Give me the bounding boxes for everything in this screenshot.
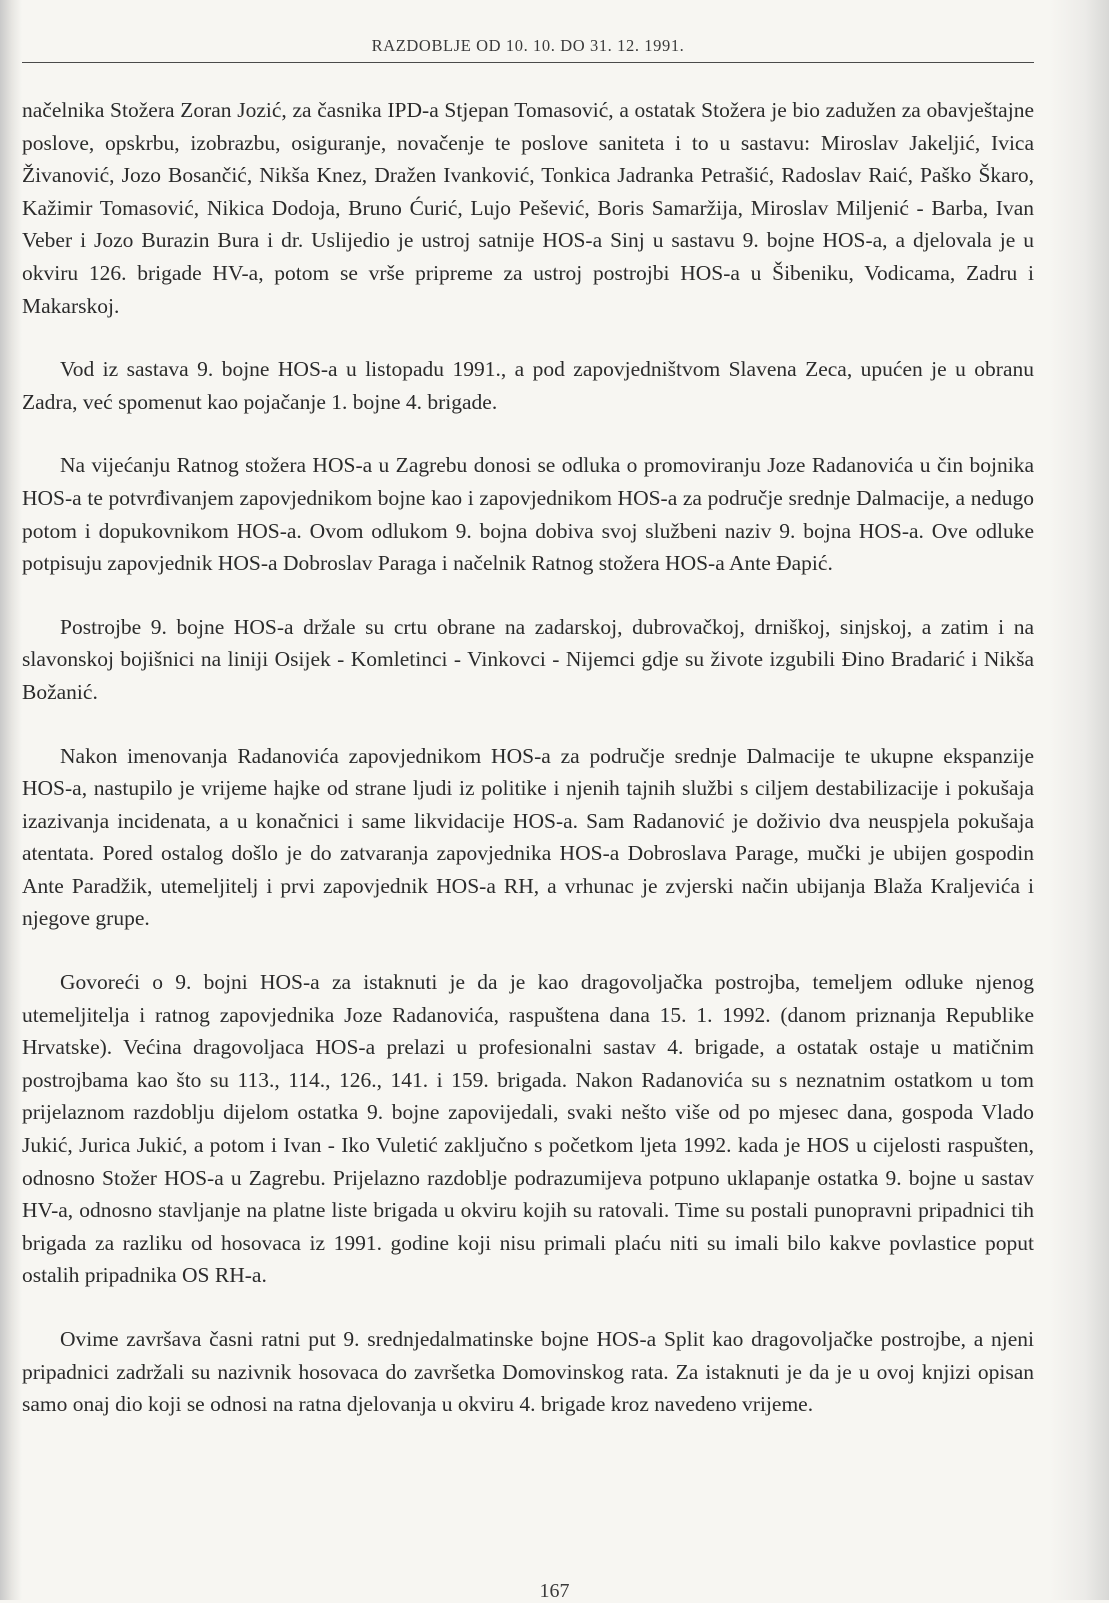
page-binding-shadow — [0, 0, 22, 1600]
paragraph: Postrojbe 9. bojne HOS-a držale su crtu obrane na zadarskoj, dubrovačkoj, drniškoj, sinjskoj, a zatim i na slavonskoj bojišnici na liniji Osijek - Komletinci - Vinkovci - Nijemci gdje su živote izgubili Đino Bradarić i Nikša Božanić. — [22, 614, 1034, 704]
paragraph: Na vijećanju Ratnog stožera HOS-a u Zagrebu donosi se odluka o promoviranju Joze Radanovića u čin bojnika HOS-a te potvrđivanjem zapovjednikom bojne kao i zapovjednikom HOS-a za područje srednje Dalmacije, a nedugo potom i dopukovnikom HOS-a. Ovom odlukom 9. bojna dobiva svoj službeni naziv 9. bojna HOS-a. Ove odluke potpisuju zapovjednik HOS-a Dobroslav Paraga i načelnik Ratnog stožera HOS-a Ante Đapić. — [22, 453, 1034, 576]
page-edge-shadow — [1049, 0, 1109, 1600]
paragraph: Vod iz sastava 9. bojne HOS-a u listopadu 1991., a pod zapovjedništvom Slavena Zeca, upućen je u obranu Zadra, već spomenut kao pojačanje 1. bojne 4. brigade. — [22, 357, 1034, 414]
paragraph: Ovime završava časni ratni put 9. srednjedalmatinske bojne HOS-a Split kao dragovoljačke postrojbe, a njeni pripadnici zadržali su nazivnik hosovaca do završetka Domovinskog rata. Za istaknuti je da je u ovoj knjizi opisan samo onaj dio koji se odnosi na ratna djelovanja u okviru 4. brigade kroz navedeno vrijeme. — [22, 1327, 1034, 1417]
running-header: RAZDOBLJE OD 10. 10. DO 31. 12. 1991. — [371, 36, 685, 55]
paragraph-continued: načelnika Stožera Zoran Jozić, za časnika IPD-a Stjepan Tomasović, a ostatak Stožera je bio zadužen za obavještajne poslove, opskrbu, izobrazbu, osiguranje, novačenje te poslove saniteta i to u sastavu: Miroslav Jakeljić, Ivica Živanović, Jozo Bosančić, Nikša Knez, Dražen Ivanković, Tonkica Jadranka Petrašić, Radoslav Raić, Paško Škaro, Kažimir Tomasović, Nikica Dodoja, Bruno Ćurić, Lujo Pešević, Boris Samaržija, Miroslav Miljenić - Barba, Ivan Veber i Jozo Burazin Bura i dr. Uslijedio je ustroj satnije HOS-a Sinj u sastavu 9. bojne HOS-a, a djelovala je u okviru 126. brigade HV-a, potom se vrše pripreme za ustroj postrojbi HOS-a u Šibeniku, Vodicama, Zadru i Makarskoj. — [22, 98, 1034, 318]
header-rule — [22, 62, 1034, 63]
paragraph: Nakon imenovanja Radanovića zapovjednikom HOS-a za područje srednje Dalmacije te ukupne ekspanzije HOS-a, nastupilo je vrijeme hajke od strane ljudi iz politike i njenih tajnih službi s ciljem destabilizacije i pokušaja izazivanja incidenata, a u konačnici i same likvidacije HOS-a. Sam Radanović je doživio dva neuspjela pokušaja atentata. Pored ostalog došlo je do zatvaranja zapovjednika HOS-a Dobroslava Parage, mučki je ubijen gospodin Ante Paradžik, utemeljitelj i prvi zapovjednik HOS-a RH, a vrhunac je zvjerski način ubijanja Blaža Kraljevića i njegove grupe. — [22, 743, 1034, 931]
paragraph: Govoreći o 9. bojni HOS-a za istaknuti je da je kao dragovoljačka postrojba, temeljem odluke njenog utemeljitelja i ratnog zapovjednika Joze Radanovića, raspuštena dana 15. 1. 1992. (danom priznanja Republike Hrvatske). Većina dragovoljaca HOS-a prelazi u profesionalni sastav 4. brigade, a ostatak ostaje u matičnim postrojbama kao što su 113., 114., 126., 141. i 159. brigada. Nakon Radanovića su s neznatnim ostatkom u tom prijelaznom razdoblju dijelom ostatka 9. bojne zapovijedali, svaki nešto više od po mjesec dana, gospoda Vlado Jukić, Jurica Jukić, a potom i Ivan - Iko Vuletić zaključno s početkom ljeta 1992. kada je HOS u cijelosti raspušten, odnosno Stožer HOS-a u Zagrebu. Prijelazno razdoblje podrazumijeva potpuno uklapanje ostatka 9. bojne u sastav HV-a, odnosno stavljanje na platne liste brigada u okviru kojih su ratovali. Time su postali punopravni pripadnici tih brigada za razliku od hosovaca iz 1991. godine koji nisu primali plaću niti su imali bilo kakve povlastice poput ostalih pripadnika OS RH-a. — [22, 970, 1034, 1288]
text-body — [22, 94, 1034, 1452]
page-number: 167 — [539, 1580, 570, 1602]
